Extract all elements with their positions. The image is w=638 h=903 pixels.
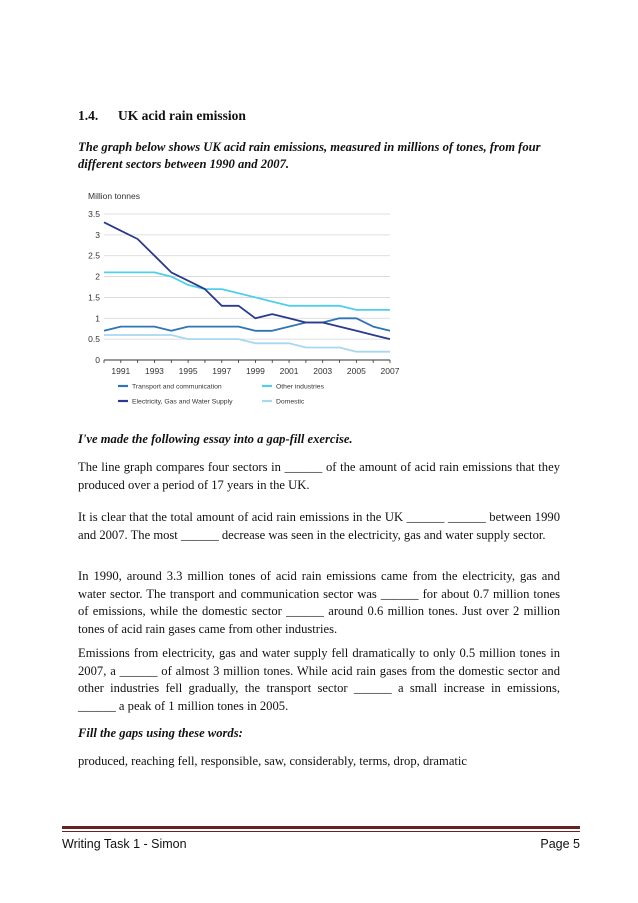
x-tick-label: 1995 bbox=[178, 366, 198, 376]
footer-divider-thin bbox=[62, 831, 580, 832]
legend-label: Electricity, Gas and Water Supply bbox=[132, 398, 233, 406]
paragraph-1: The line graph compares four sectors in ______ of the amount of acid rain emissions that they produced over a period of 17 years in the UK. bbox=[78, 460, 560, 492]
y-tick-label: 3 bbox=[95, 229, 100, 240]
chart-svg bbox=[84, 186, 404, 416]
legend-label: Domestic bbox=[276, 398, 305, 406]
essay-heading: I've made the following essay into a gap-fill exercise. bbox=[78, 432, 353, 446]
x-tick-label: 2005 bbox=[346, 366, 366, 376]
y-axis-label: Million tonnes bbox=[88, 191, 140, 201]
y-tick-label: 0 bbox=[95, 355, 100, 365]
section-heading bbox=[78, 108, 246, 124]
x-tick-label: 1999 bbox=[245, 366, 265, 376]
footer-title: Writing Task 1 - Simon bbox=[62, 837, 187, 851]
word-list: produced, reaching fell, responsible, saw, considerably, terms, drop, dramatic bbox=[78, 754, 467, 768]
legend-label: Transport and communication bbox=[132, 383, 222, 391]
x-tick-label: 1993 bbox=[145, 366, 164, 376]
section-title: UK acid rain emission bbox=[118, 108, 246, 123]
x-tick-label: 2007 bbox=[380, 366, 400, 376]
series-line-2 bbox=[104, 272, 390, 310]
x-tick-label: 1991 bbox=[111, 366, 131, 376]
fill-gaps-heading: Fill the gaps using these words: bbox=[78, 726, 243, 740]
series-line-3 bbox=[104, 222, 390, 339]
paragraph-4: Emissions from electricity, gas and water supply fell dramatically to only 0.5 million tones in 2007, a ______ of almost 3 million tones. While acid rain gases from the domestic sector and other industries fell gradually, the transport sector ______ a small increase in emissions, ______ a peak of 1 million tones in 2005. bbox=[78, 646, 560, 713]
section-number: 1.4. bbox=[78, 108, 99, 123]
y-tick-label: 1.5 bbox=[88, 292, 100, 303]
paragraph-3: In 1990, around 3.3 million tones of acid rain emissions came from the electricity, gas and water sector. The transport and communication sector was ______ for about 0.7 million tones of emissions, while the domestic sector ______ around 0.6 million tones. Just over 2 million tones of acid rain gases came from other industries. bbox=[78, 569, 560, 636]
footer-divider-thick bbox=[62, 826, 580, 829]
y-tick-label: 1 bbox=[95, 313, 100, 324]
x-tick-label: 2003 bbox=[313, 366, 333, 376]
y-tick-label: 3.5 bbox=[88, 209, 100, 219]
line-chart bbox=[84, 186, 404, 416]
x-tick-label: 2001 bbox=[279, 366, 299, 376]
y-tick-label: 2 bbox=[95, 271, 100, 282]
legend-label: Other industries bbox=[276, 383, 324, 391]
series-line-4 bbox=[104, 335, 390, 352]
x-tick-label: 1997 bbox=[212, 366, 232, 376]
intro-text: The graph below shows UK acid rain emissions, measured in millions of tones, from four different sectors between 1990 and 2007. bbox=[78, 140, 541, 171]
footer-page-number: Page 5 bbox=[540, 837, 580, 851]
y-tick-label: 2.5 bbox=[88, 250, 100, 261]
paragraph-2: It is clear that the total amount of acid rain emissions in the UK ______ ______ between 1990 and 2007. The most ______ decrease was seen in the electricity, gas and water supply sector. bbox=[78, 510, 560, 542]
y-tick-label: 0.5 bbox=[88, 334, 100, 345]
